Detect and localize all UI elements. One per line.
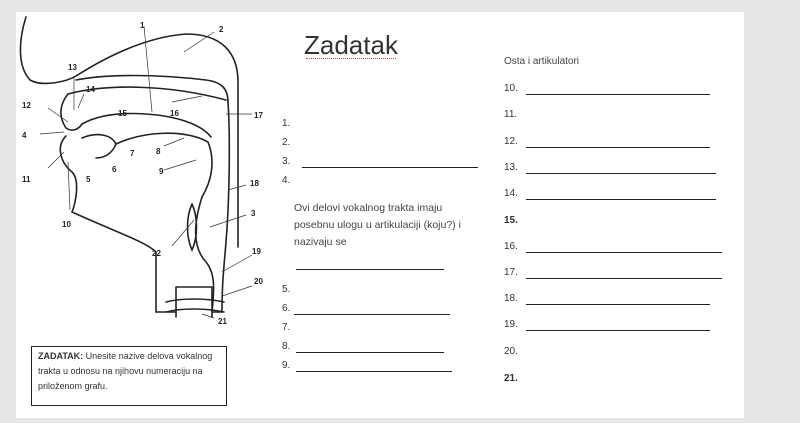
task-instruction-box <box>31 346 227 406</box>
answer-line-9[interactable] <box>296 371 452 372</box>
page-title: Zadatak <box>304 30 398 60</box>
diagram-label-1: 1 <box>140 21 145 30</box>
answer-number-17: 17. <box>504 267 518 278</box>
answer-line-8[interactable] <box>296 352 444 353</box>
diagram-label-11: 11 <box>22 175 31 184</box>
answer-number-7: 7. <box>282 322 291 333</box>
answer-number-19: 19. <box>504 319 518 330</box>
answer-number-15: 15. <box>504 215 518 226</box>
answer-line-14[interactable] <box>526 199 716 200</box>
answer-number-20: 20. <box>504 346 518 357</box>
diagram-label-15: 15 <box>118 109 127 118</box>
diagram-label-20: 20 <box>254 277 263 286</box>
answer-number-8: 8. <box>282 341 291 352</box>
answer-number-12: 12. <box>504 136 518 147</box>
answer-number-16: 16. <box>504 241 518 252</box>
diagram-label-3: 3 <box>251 209 256 218</box>
answer-number-21: 21. <box>504 373 518 384</box>
answer-number-4: 4. <box>282 175 291 186</box>
answer-line-13[interactable] <box>526 173 716 174</box>
diagram-label-17: 17 <box>254 111 263 120</box>
vocal-tract-drawing <box>16 12 286 402</box>
answer-line-3[interactable] <box>302 167 478 168</box>
diagram-label-9: 9 <box>159 167 164 176</box>
diagram-label-7: 7 <box>130 149 135 158</box>
vocal-tract-diagram <box>16 12 286 402</box>
answer-line-6[interactable] <box>294 314 450 315</box>
diagram-label-21: 21 <box>218 317 227 326</box>
worksheet-slide <box>16 12 744 418</box>
diagram-numbers <box>22 21 263 326</box>
hint-text: Ovi delovi vokalnog trakta imaju posebnu ulogu u artikulaciji (koju?) i nazivaju se <box>294 202 461 248</box>
answer-number-3: 3. <box>282 156 291 167</box>
diagram-label-16: 16 <box>170 109 179 118</box>
answer-number-6: 6. <box>282 303 291 314</box>
answer-number-13: 13. <box>504 162 518 173</box>
answer-line-18[interactable] <box>526 304 710 305</box>
answer-number-18: 18. <box>504 293 518 304</box>
diagram-label-6: 6 <box>112 165 117 174</box>
answer-number-2: 2. <box>282 137 291 148</box>
answer-line-19[interactable] <box>526 330 710 331</box>
diagram-label-8: 8 <box>156 147 161 156</box>
diagram-label-22: 22 <box>152 249 161 258</box>
diagram-label-2: 2 <box>219 25 224 34</box>
answer-line-10[interactable] <box>526 94 710 95</box>
diagram-label-12: 12 <box>22 101 31 110</box>
answer-number-14: 14. <box>504 188 518 199</box>
answer-line-17[interactable] <box>526 278 722 279</box>
task-text: Unesite nazive delova vokalnog trakta u odnosu na njihovu numeraciju na priloženom grafu. <box>38 351 213 391</box>
diagram-label-5: 5 <box>86 175 91 184</box>
task-label: ZADATAK: <box>38 351 84 361</box>
diagram-label-19: 19 <box>252 247 261 256</box>
answer-number-5: 5. <box>282 284 291 295</box>
answer-number-10: 10. <box>504 83 518 94</box>
diagram-label-10: 10 <box>62 220 71 229</box>
diagram-label-4: 4 <box>22 131 27 140</box>
hint-answer-line[interactable] <box>296 269 444 270</box>
answer-line-12[interactable] <box>526 147 710 148</box>
answer-line-16[interactable] <box>526 252 722 253</box>
right-column-heading: Osta i artikulatori <box>504 56 580 67</box>
diagram-label-13: 13 <box>68 63 77 72</box>
answer-number-1: 1. <box>282 118 291 129</box>
diagram-label-14: 14 <box>86 85 95 94</box>
answer-number-9: 9. <box>282 360 291 371</box>
diagram-label-18: 18 <box>250 179 259 188</box>
answer-number-11: 11. <box>504 109 518 120</box>
